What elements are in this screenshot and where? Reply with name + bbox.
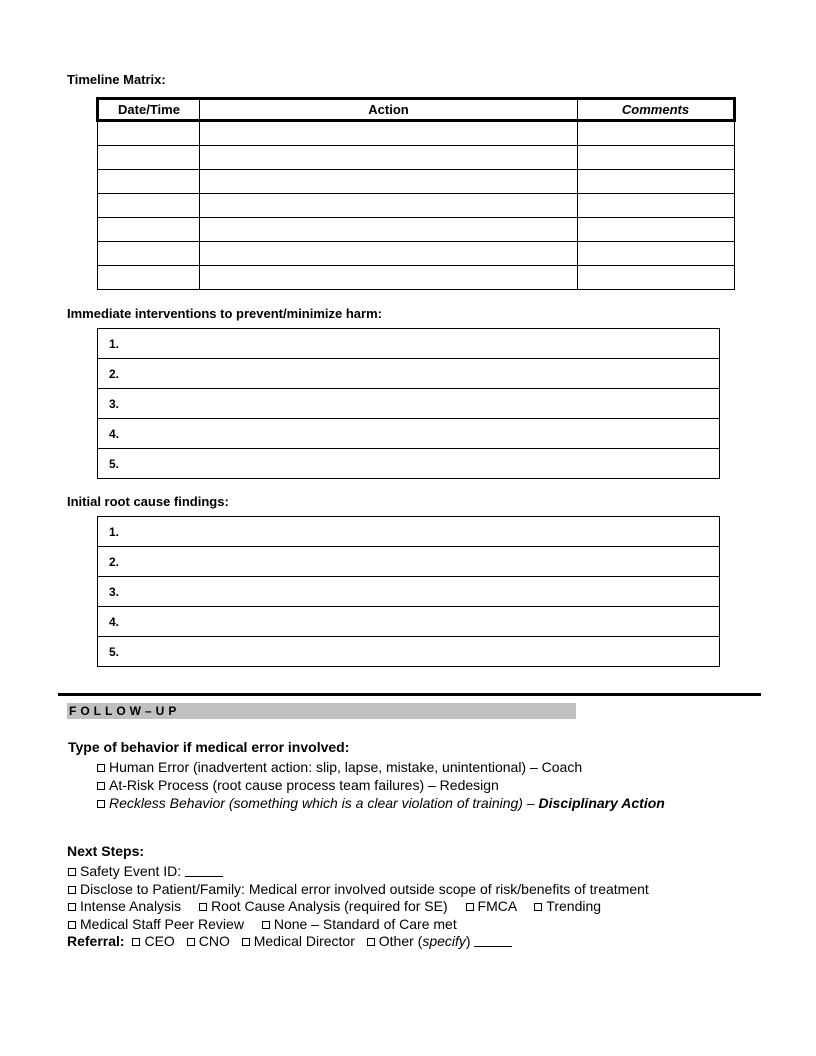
- behavior-option-at-risk[interactable]: [97, 777, 499, 793]
- analysis-row: [68, 898, 601, 914]
- cno-label: CNO: [198, 933, 230, 949]
- finding-number: 4.: [98, 607, 720, 637]
- timeline-table: [96, 97, 736, 290]
- comments-cell[interactable]: [578, 194, 735, 218]
- table-row: [98, 218, 735, 242]
- intervention-number: 2.: [98, 359, 720, 389]
- action-cell[interactable]: [200, 218, 578, 242]
- rca-label: Root Cause Analysis (required for SE): [211, 898, 448, 914]
- date-cell[interactable]: [98, 194, 200, 218]
- col-action: Action: [200, 99, 578, 121]
- intervention-number: 3.: [98, 389, 720, 419]
- table-row: [98, 121, 735, 146]
- list-item[interactable]: [98, 419, 720, 449]
- date-cell[interactable]: [98, 242, 200, 266]
- checkbox[interactable]: [367, 938, 375, 946]
- table-row: [98, 266, 735, 290]
- action-cell[interactable]: [200, 146, 578, 170]
- other-specify: specify: [422, 933, 466, 949]
- comments-cell[interactable]: [578, 121, 735, 146]
- table-row: [98, 194, 735, 218]
- checkbox[interactable]: [534, 903, 542, 911]
- list-item[interactable]: [98, 389, 720, 419]
- none-label: None – Standard of Care met: [273, 916, 457, 932]
- intervention-number: 1.: [98, 329, 720, 359]
- action-cell[interactable]: [200, 194, 578, 218]
- list-item[interactable]: [98, 329, 720, 359]
- action-cell[interactable]: [200, 242, 578, 266]
- intervention-number: 5.: [98, 449, 720, 479]
- ceo-label: CEO: [144, 933, 175, 949]
- referral-label: Referral:: [67, 933, 125, 949]
- finding-number: 3.: [98, 577, 720, 607]
- behavior-heading: Type of behavior if medical error involved:: [68, 739, 350, 755]
- action-cell[interactable]: [200, 170, 578, 194]
- col-comments: Comments: [578, 99, 735, 121]
- section-divider: [58, 693, 761, 696]
- comments-cell[interactable]: [578, 266, 735, 290]
- checkbox[interactable]: [199, 903, 207, 911]
- timeline-header-row: [98, 99, 735, 121]
- checkbox[interactable]: [132, 938, 140, 946]
- next-steps-heading: Next Steps:: [67, 843, 145, 859]
- followup-banner: FOLLOW–UP: [67, 703, 576, 719]
- finding-number: 2.: [98, 547, 720, 577]
- intense-label: Intense Analysis: [80, 898, 182, 914]
- list-item[interactable]: [98, 449, 720, 479]
- date-cell[interactable]: [98, 146, 200, 170]
- action-cell[interactable]: [200, 121, 578, 146]
- col-date-time: Date/Time: [98, 99, 200, 121]
- comments-cell[interactable]: [578, 170, 735, 194]
- checkbox[interactable]: [68, 868, 76, 876]
- checkbox[interactable]: [262, 921, 270, 929]
- comments-cell[interactable]: [578, 242, 735, 266]
- option-action: Disciplinary Action: [538, 795, 665, 811]
- checkbox[interactable]: [242, 938, 250, 946]
- list-item[interactable]: [98, 359, 720, 389]
- option-label: Reckless Behavior (something which is a clear violation of training) –: [109, 795, 539, 811]
- table-row: [98, 146, 735, 170]
- interventions-heading: Immediate interventions to prevent/minimize harm:: [67, 306, 382, 321]
- checkbox[interactable]: [187, 938, 195, 946]
- peer-review-label: Medical Staff Peer Review: [80, 916, 244, 932]
- option-label: Human Error (inadvertent action: slip, lapse, mistake, unintentional) – Coach: [109, 759, 583, 775]
- checkbox[interactable]: [97, 800, 105, 808]
- list-item[interactable]: [98, 637, 720, 667]
- fmca-label: FMCA: [477, 898, 517, 914]
- safety-event-blank[interactable]: [185, 864, 223, 877]
- checkbox[interactable]: [68, 921, 76, 929]
- checkbox[interactable]: [466, 903, 474, 911]
- safety-event-row[interactable]: [68, 863, 223, 879]
- disclose-label: Disclose to Patient/Family: Medical error involved outside scope of risk/benefits of treatment: [80, 881, 649, 897]
- interventions-table: [97, 328, 720, 479]
- checkbox[interactable]: [68, 886, 76, 894]
- list-item[interactable]: [98, 607, 720, 637]
- date-cell[interactable]: [98, 266, 200, 290]
- referral-row: [67, 933, 512, 949]
- table-row: [98, 170, 735, 194]
- checkbox[interactable]: [97, 782, 105, 790]
- list-item[interactable]: [98, 547, 720, 577]
- date-cell[interactable]: [98, 218, 200, 242]
- other-blank[interactable]: [474, 934, 512, 947]
- med-director-label: Medical Director: [253, 933, 355, 949]
- option-label: At-Risk Process (root cause process team failures) – Redesign: [109, 777, 499, 793]
- checkbox[interactable]: [97, 764, 105, 772]
- root-cause-table: [97, 516, 720, 667]
- table-row: [98, 242, 735, 266]
- timeline-heading: Timeline Matrix:: [67, 72, 166, 87]
- root-cause-heading: Initial root cause findings:: [67, 494, 229, 509]
- other-suffix: ): [465, 933, 471, 949]
- peer-review-row: [68, 916, 457, 932]
- behavior-option-human-error[interactable]: [97, 759, 582, 775]
- comments-cell[interactable]: [578, 218, 735, 242]
- intervention-number: 4.: [98, 419, 720, 449]
- action-cell[interactable]: [200, 266, 578, 290]
- date-cell[interactable]: [98, 121, 200, 146]
- list-item[interactable]: [98, 577, 720, 607]
- trending-label: Trending: [546, 898, 602, 914]
- disclose-row[interactable]: [68, 881, 649, 897]
- date-cell[interactable]: [98, 170, 200, 194]
- other-label: Other (: [378, 933, 423, 949]
- list-item[interactable]: [98, 517, 720, 547]
- checkbox[interactable]: [68, 903, 76, 911]
- comments-cell[interactable]: [578, 146, 735, 170]
- finding-number: 5.: [98, 637, 720, 667]
- behavior-option-reckless[interactable]: [97, 795, 665, 811]
- finding-number: 1.: [98, 517, 720, 547]
- safety-event-label: Safety Event ID:: [80, 863, 182, 879]
